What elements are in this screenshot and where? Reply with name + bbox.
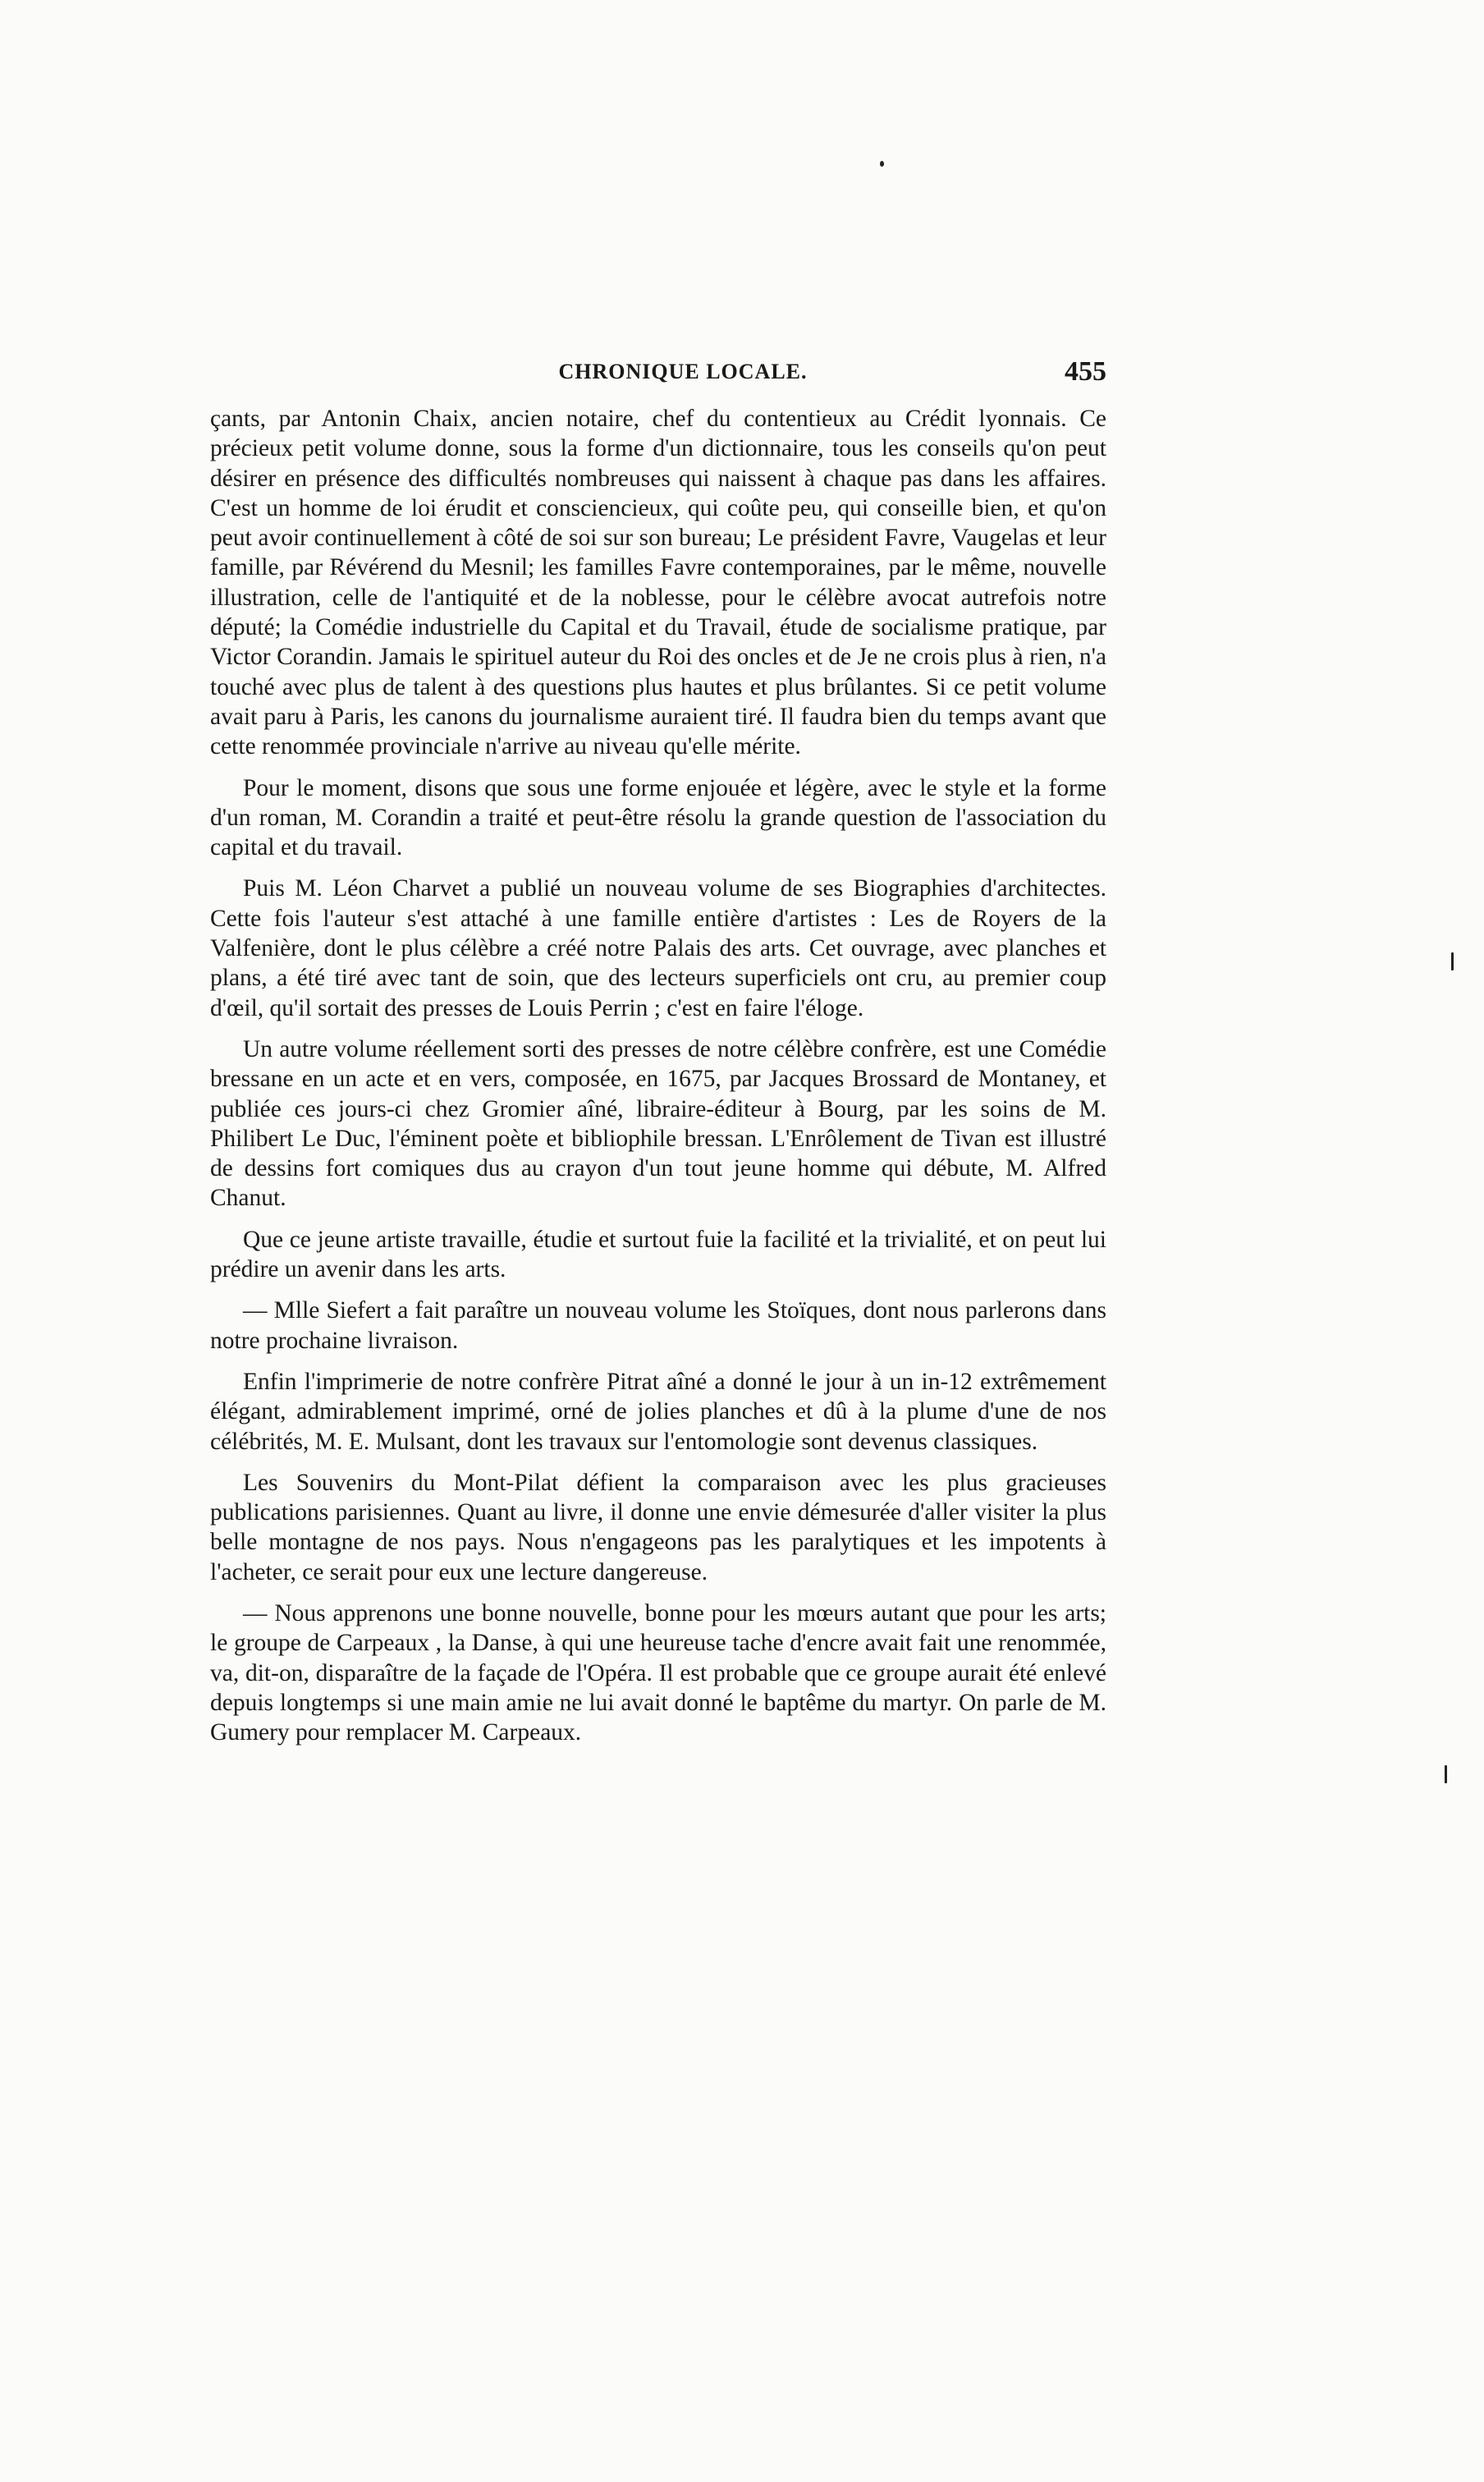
paragraph-8: Les Souvenirs du Mont-Pilat défient la comparaison avec les plus gracieuses publications parisiennes. Quant au livre, il donne une envie démesurée d'aller visiter la plus belle montagne de nos pays. Nous n'engageons pas les paralytiques et les impotents à l'acheter, ce serait pour eux une lecture dangereuse. <box>210 1469 1106 1585</box>
paragraph-6: — Mlle Siefert a fait paraître un nouveau volume les Stoïques, dont nous parlerons dans notre prochaine livraison. <box>210 1297 1106 1354</box>
paragraph-9: — Nous apprenons une bonne nouvelle, bonne pour les mœurs autant que pour les arts; le groupe de Carpeaux , la Danse, à qui une heureuse tache d'encre avait fait une renommée, va, dit-on, disparaître de la façade de l'Opéra. Il est probable que ce groupe aurait été enlevé depuis longtemps si une main amie ne lui avait donné le baptême du martyr. On parle de M. Gumery pour remplacer M. Carpeaux. <box>210 1599 1106 1746</box>
paragraph-4: Un autre volume réellement sorti des presses de notre célèbre confrère, est une Comédie bressane en un acte et en vers, composée, en 1675, par Jacques Brossard de Montaney, et publiée ces jours-ci chez Gromier aîné, libraire-éditeur à Bourg, par les soins de M. Philibert Le Duc, l'éminent poète et bibliophile bressan. L'Enrôlement de Tivan est illustré de dessins fort comiques dus au crayon d'un tout jeune homme qui débute, M. Alfred Chanut. <box>210 1035 1106 1212</box>
paragraph-7: Enfin l'imprimerie de notre confrère Pitrat aîné a donné le jour à un in-12 extrêmement élégant, admirablement imprimé, orné de jolies planches et dû à la plume d'une de nos célébrités, M. E. Mulsant, dont les travaux sur l'entomologie sont devenus classiques. <box>210 1368 1106 1455</box>
ink-speck <box>1445 1765 1447 1783</box>
paragraph-1: çants, par Antonin Chaix, ancien notaire, chef du contentieux au Crédit lyonnais. Ce précieux petit volume donne, sous la forme d'un dictionnaire, tous les conseils qu'on peut désirer en présence des difficultés nombreuses qui naissent à chaque pas dans les affaires. C'est un homme de loi érudit et consciencieux, qui coûte peu, qui conseille bien, et qu'on peut avoir continuellement à côté de soi sur son bureau; Le président Favre, Vaugelas et leur famille, par Révérend du Mesnil; les familles Favre contemporaines, par le même, nouvelle illustration, celle de l'antiquité et de la noblesse, pour le célèbre avocat autrefois notre député; la Comédie industrielle du Capital et du Travail, étude de socialisme pratique, par Victor Corandin. Jamais le spirituel auteur du Roi des oncles et de Je ne crois plus à rien, n'a touché avec plus de talent à des questions plus hautes et plus brûlantes. Si ce petit volume avait paru à Paris, les canons du journalisme auraient tiré. Il faudra bien du temps avant que cette renommée provinciale n'arrive au niveau qu'elle mérite. <box>210 406 1106 760</box>
paragraph-5: Que ce jeune artiste travaille, étudie et surtout fuie la facilité et la trivialité, et on peut lui prédire un avenir dans les arts. <box>210 1226 1106 1283</box>
paragraph-3: Puis M. Léon Charvet a publié un nouveau volume de ses Biographies d'architectes. Cette fois l'auteur s'est attaché à une famille entière d'artistes : Les de Royers de la Valfenière, dont le plus célèbre a créé notre Palais des arts. Cet ouvrage, avec planches et plans, a été tiré avec tant de soin, que des lecteurs superficiels ont cru, au premier coup d'œil, qu'il sortait des presses de Louis Perrin ; c'est en faire l'éloge. <box>210 875 1106 1021</box>
ink-speck <box>880 161 884 167</box>
page-number: 455 <box>1065 356 1106 387</box>
page-header <box>210 356 1106 401</box>
running-title: CHRONIQUE LOCALE. <box>558 360 808 383</box>
body-text <box>210 404 1106 1759</box>
ink-speck <box>1451 952 1454 970</box>
paragraph-2: Pour le moment, disons que sous une forme enjouée et légère, avec le style et la forme d'un roman, M. Corandin a traité et peut-être résolu la grande question de l'association du capital et du travail. <box>210 774 1106 861</box>
